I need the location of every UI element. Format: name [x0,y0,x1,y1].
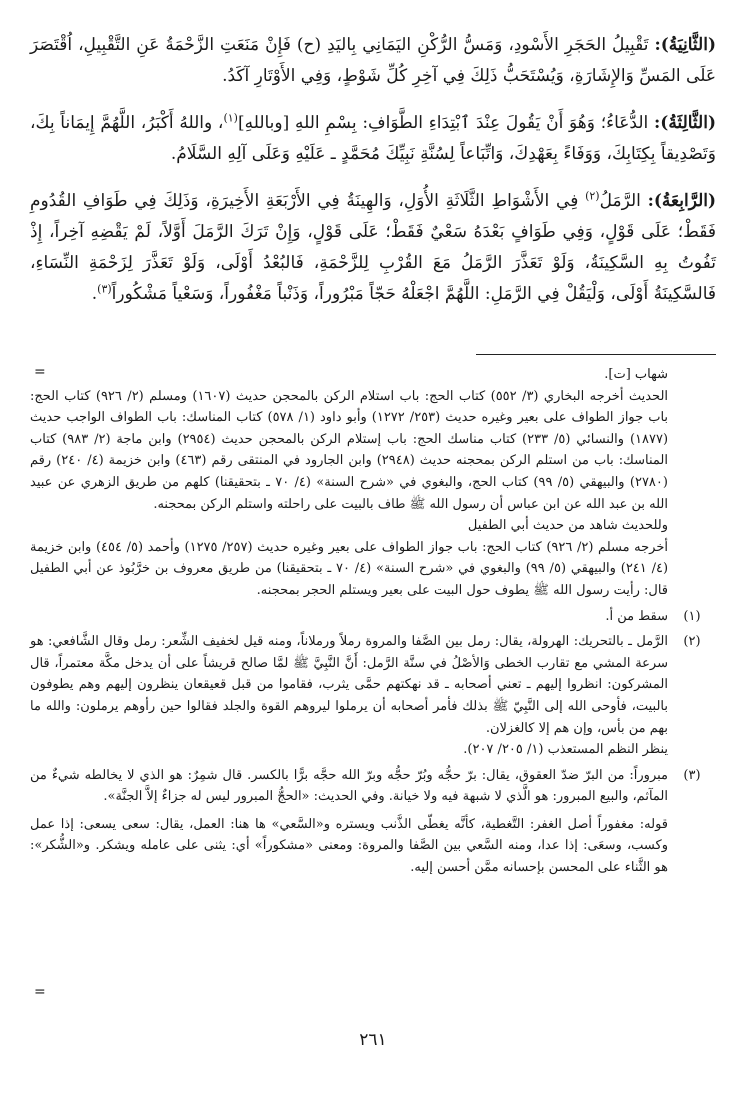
footnote-text: مبروراً: من البرّ ضدّ العقوق، يقال: برّ حجُّه وبُرّ حجُّه وبرّ الله حجَّه برًّا بالكسر. قال شمِرٌ: هو الذي لا يخالطه شيءٌ من المآثم، والبيع المبرور: هو الَّذي لا شبهة فيه ولا خيانة. وفي الحديث: «الحجُّ المبرور ليس له جزاءٌ إلاَّ الجنَّة». [30,767,668,805]
paragraph-third [30,108,716,170]
footnote-1 [30,606,716,628]
footnotes [30,364,716,883]
paragraph-heading: (الثَّانِيَةُ): [654,35,716,55]
footnote-ref-1[interactable]: (١) [223,111,238,125]
paragraph-heading: (الثَّالِثَةُ): [654,113,716,133]
page-number: ٢٦١ [359,1030,387,1050]
footnote-body [30,606,668,628]
footnote-body [30,631,668,761]
footnote-continuation [30,364,716,602]
footnote-body [30,364,668,602]
footnote-number: (١) [683,608,701,624]
continuation-marker: = [34,364,46,380]
footnote-text: ينظر النظم المستعذب (١/ ٢٠٥/ ٢٠٧). [463,742,668,758]
continuation-marker-end: = [34,984,46,1000]
paragraph-text-cont: فِي الأَشْوَاطِ الثَّلَاثَةِ الأُوَلِ، وَالهِينَةُ فِي الأَرْبَعَةِ الأَخِيرَةِ، وَذَلِكَ فِي طَوَافِ القُدُومِ فَقَطْ؛ عَلَى قَوْلٍ، وَفِي طَوَافٍ بَعْدَهُ سَعْيٌ فَقَطْ؛ عَلَى قَوْلٍ، وَإِنْ تَرَكَ الرَّمَلَ أَوَّلاً، لَمْ يَقْضِهِ آخِراً، إِذْ تَفُوتُ بِهِ السَّكِينَةُ، وَلَوْ تَعَذَّرَ الرَّمَلُ مَعَ القُرْبِ لِلزَّحْمَةِ، فَالبُعْدُ أَوْلَى، وَلَوْ تَعَذَّرَ لِزَحْمَةِ النِّسَاءِ، فَالسَّكِينَةُ أَوْلَى، وَلْيَقُلْ فِي الرَّمَلِ: اللَّهُمَّ اجْعَلْهُ حَجّاً مَبْرُوراً، وَذَنْباً مَغْفُوراً، وَسَعْياً مَشْكُوراً [30,191,716,304]
footnote-number: (٢) [683,634,701,650]
paragraph-end: . [91,284,98,304]
main-text [30,30,716,310]
footnote-separator [476,354,716,355]
footnote-text: قوله: مغفوراً أصل الغفر: التَّغطية، كأنَّه يغطّى الذَّنب ويستره و«السَّعي» ها هنا: العمل، يقال: سعى يسعى: إذا عمل وكسب، وسعَى: إذا عدا، ومنه السَّعي بين الصَّفا والمروة: ومعنى «مشكوراً» أي: يثنى على عامله ويشكر. و«الشُّكر»: هو الثَّناء على المحسن بإحسانه ممَّن أحسن إليه. [30,816,668,876]
footnote-2 [30,631,716,761]
footnote-3 [30,765,716,879]
paragraph-text-cont: ، واللهُ أَكْبَرُ، اللَّهُمَّ إِيمَاناً بِكَ، وَتَصْدِيقاً بِكِتَابِكَ، وَوَفَاءً بِعَهْدِكَ، وَاتِّبَاعاً لِسُنَّةِ نَبِيِّكَ مُحَمَّدٍ ـ عَلَيْهِ وَعَلَى آلِهِ السَّلَامُ. [30,113,716,164]
paragraph-fourth [30,186,716,310]
paragraph-text: الرَّمَلُ [599,191,641,211]
footnote-text: سقط من أ. [605,608,668,624]
footnote-text: شهاب [ت]. [604,367,668,382]
paragraph-text: الدُّعَاءُ؛ وَهُوَ أَنْ يَقُولَ عِنْدَ ٱبْتِدَاءِ الطَّوَافِ: بِسْمِ اللهِ [وباللهِ] [237,113,649,133]
footnote-text: أخرجه مسلم (٢/ ٩٢٦) كتاب الحج: باب جواز الطواف على بعير وغيره حديث (٢٥٧/ ١٢٧٥) وأحمد (٥/ ٤٥٤) وابن خزيمة (٤/ ٢٤١) والبيهقي (٥/ ٩٩) والبغوي في «شرح السنة» (٤/ ٧٠ ـ بتحقيقنا) من طريق معروف بن خرَّبُوذ عن أبي الطفيل قال: رأيت رسول الله ﷺ يطوف حول البيت على بعير ويستلم الحجر بمحجنه. [30,539,669,598]
paragraph-heading: (الرَّابِعَةُ): [647,191,717,211]
footnote-ref-3[interactable]: (٣) [97,282,112,296]
footnote-ref-2[interactable]: (٢) [585,189,600,203]
footnote-text: الرَّمل ـ بالتحريك: الهرولة، يقال: رمل بين الصَّفا والمروة رملاً ورملاناً، ومنه قيل لخفيف الشِّعر: رمل وقال الشَّافعي: هو سرعة المشي مع تقارب الخطى وَالأصْلُ في سنَّة الرَّمل: أَنَّ النَّبِيَّ ﷺ لمَّا صالح قريشاً على أن يدخل مكَّة معتمراً، قال المشركون: انظروا إليهم ـ تعني أصحابه ـ قد نهكتهم حمَّى يثرب، فقاموا من قبل قعيقعان ينظرون إليهم وهم يطوفون بالبيت، فأوحى الله إلى النَّبِيّ ﷺ بذلك فأمر أصحابه أن يرملوا ليروهم القوة والجلد فقالوا حين رأوهم يرملون: والله ما بهم من بأس، وإن هم إلا كالغزلان. [30,634,668,736]
footnote-text: وللحديث شاهد من حديث أبي الطفيل [467,518,668,534]
paragraph-text: تَقْبِيلُ الحَجَرِ الأَسْودِ، وَمَسُّ الرُّكْنِ اليَمَانِي بِاليَدِ (ح) فَإِنْ مَنَعَتِ الزَّحْمَةُ عَنِ التَّقْبِيلِ، اُقْتَصَرَ عَلَى المَسِّ وَالإِشَارَةِ، وَيُسْتَحَبُّ ذَلِكَ فِي آخِرِ كُلِّ شَوْطٍ، وَفِي الأَوْتَارِ آكَدُ. [30,35,716,86]
footnote-text: الحديث أخرجه البخاري (٣/ ٥٥٢) كتاب الحج: باب استلام الركن بالمحجن حديث (١٦٠٧) ومسلم (٢/ ٩٢٦) كتاب الحج: باب جواز الطواف على بعير وغيره حديث (٢٥٣/ ١٢٧٢) وأبو داود (١/ ٥٧٨) كتاب المناسك: باب الطواف الواجب حديث (١٨٧٧) والنسائي (٥/ ٢٣٣) كتاب مناسك الحج: باب إستلام الركن بالمحجن حديث (٢٩٥٤) وابن ماجة (٢/ ٩٨٣) كتاب المناسك: باب من استلم الركن بمحجنه حديث (٢٩٤٨) وابن الجارود في المنتقى رقم (٤٦٣) وابن خزيمة (٤/ ٢٤٠) رقم (٢٧٨٠) والبيهقي (٥/ ٩٩) كتاب الحج، والبغوي في «شرح السنة» (٤/ ٧٠ ـ بتحقيقنا) كلهم من طريق الزهري عن عبيد الله بن عبد الله عن ابن عباس أن رسول الله ﷺ طاف بالبيت على راحلته واستلم الركن بمحجنه. [30,388,669,512]
footnote-body [30,765,668,879]
paragraph-second [30,30,716,92]
footnote-number: (٣) [683,767,701,783]
